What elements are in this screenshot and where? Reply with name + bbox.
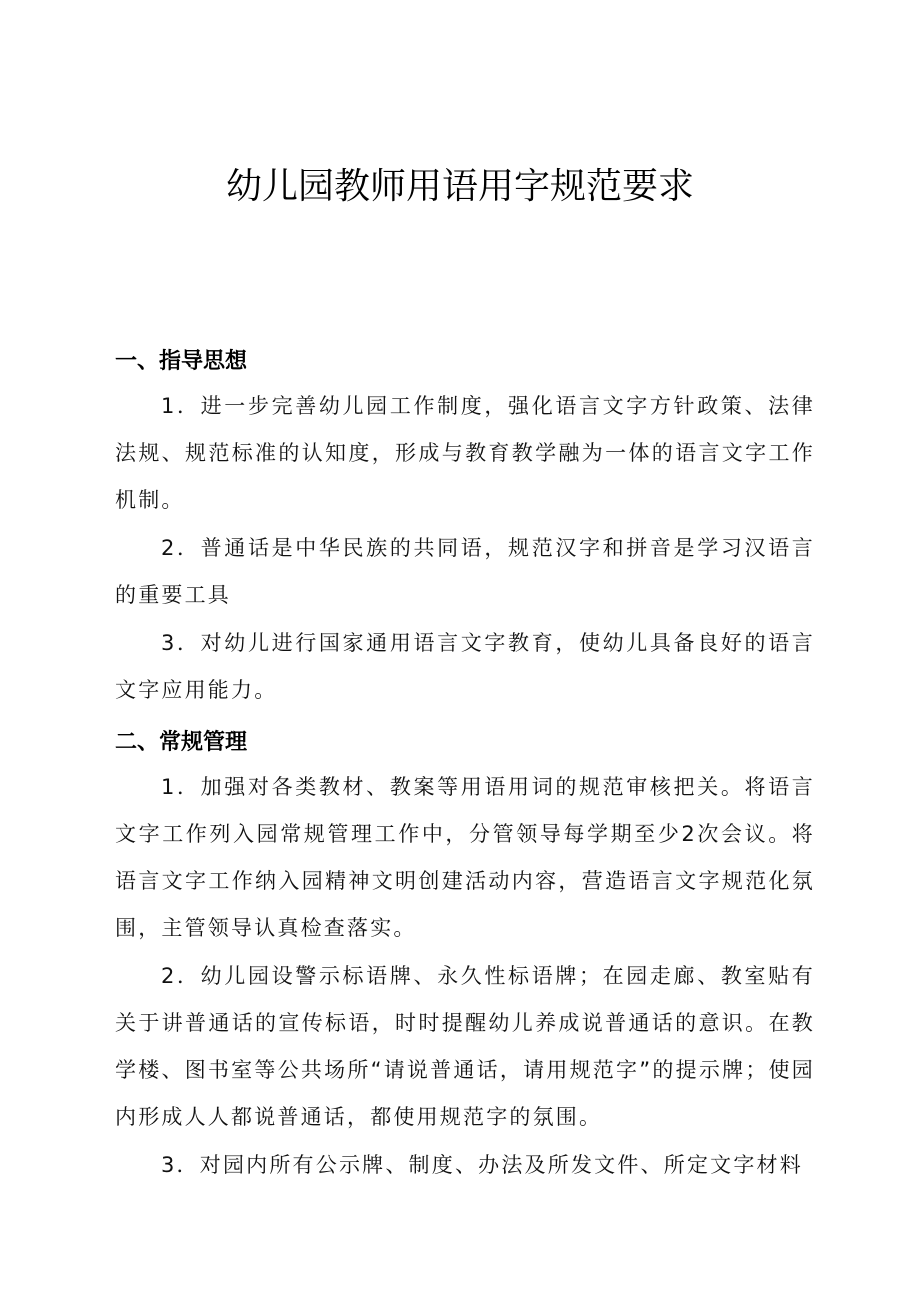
paragraph: 2．幼儿园设警示标语牌、永久性标语牌；在园走廊、教室贴有关于讲普通话的宣传标语，时时提醒幼儿养成说普通话的意识。在教学楼、图书室等公共场所“请说普通话，请用规范字”的提示牌；使园内形成人人都说普通话，都使用规范字的氛围。 bbox=[115, 964, 815, 1129]
paragraph: 3．对园内所有公示牌、制度、办法及所发文件、所定文字材料 bbox=[161, 1153, 803, 1177]
paragraph: 1．进一步完善幼儿园工作制度，强化语言文字方针政策、法律法规、规范标准的认知度，形成与教育教学融为一体的语言文字工作机制。 bbox=[115, 394, 815, 512]
section-heading: 一、指导思想 bbox=[115, 349, 248, 374]
section-heading: 二、常规管理 bbox=[115, 730, 248, 755]
paragraph: 3．对幼儿进行国家通用语言文字教育，使幼儿具备良好的语言文字应用能力。 bbox=[115, 631, 815, 702]
paragraph: 2．普通话是中华民族的共同语，规范汉字和拼音是学习汉语言的重要工具 bbox=[115, 536, 815, 607]
document-title: 幼儿园教师用语用字规范要求 bbox=[225, 166, 694, 207]
paragraph: 1．加强对各类教材、教案等用语用词的规范审核把关。将语言文字工作列入园常规管理工作中，分管领导每学期至少2次会议。将语言文字工作纳入园精神文明创建活动内容，营造语言文字规范化氛围，主管领导认真检查落实。 bbox=[115, 775, 815, 940]
section-routine-management bbox=[115, 724, 815, 1189]
section-guiding-ideology bbox=[115, 343, 815, 714]
document-body bbox=[115, 343, 815, 1190]
